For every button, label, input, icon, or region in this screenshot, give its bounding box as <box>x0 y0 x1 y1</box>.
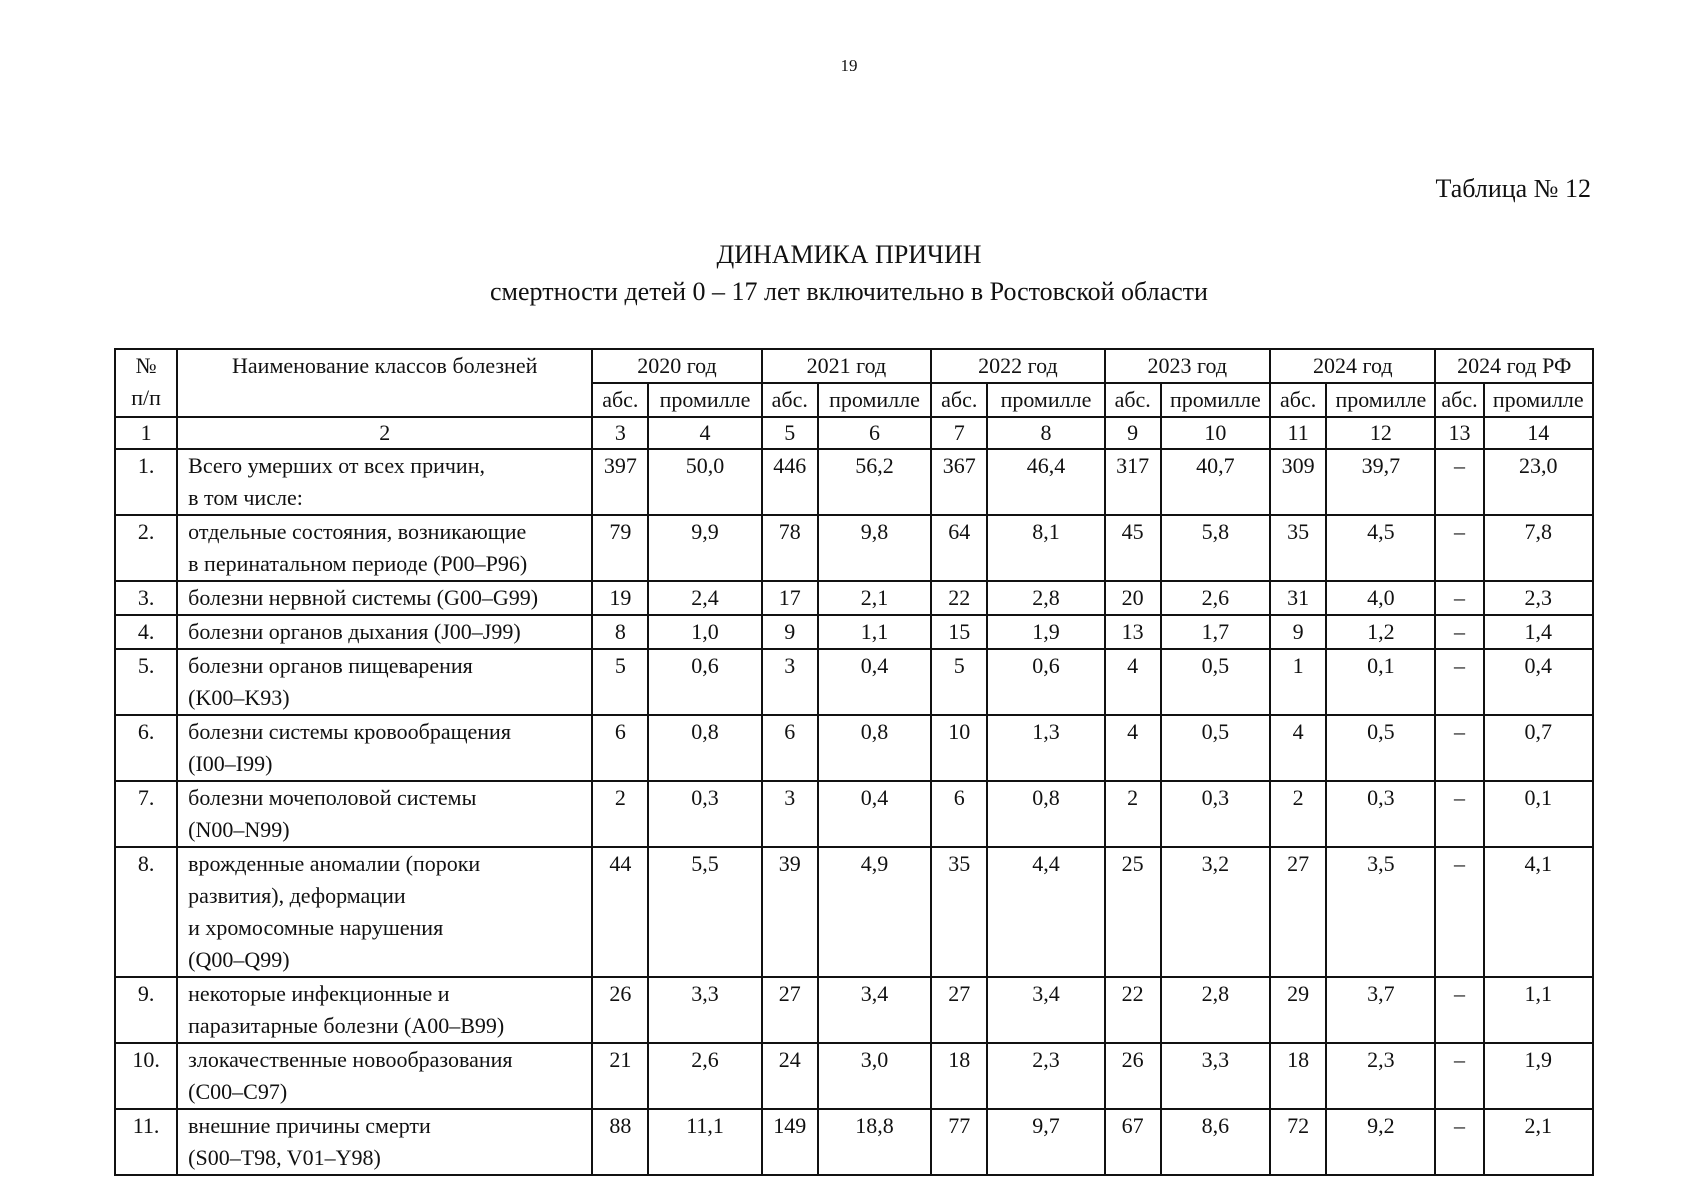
column-number: 14 <box>1484 417 1593 449</box>
row-number: 5. <box>115 649 177 715</box>
row-name <box>177 515 592 581</box>
abs-value: 22 <box>1105 977 1161 1043</box>
header-year: 2023 год <box>1105 349 1270 383</box>
promille-value: 2,1 <box>1484 1109 1593 1175</box>
promille-value: 50,0 <box>648 449 761 515</box>
abs-value: – <box>1435 847 1483 977</box>
header-promille: промилле <box>987 383 1104 417</box>
abs-value: – <box>1435 781 1483 847</box>
row-number: 10. <box>115 1043 177 1109</box>
row-name-line: отдельные состояния, возникающие <box>188 519 527 544</box>
promille-value: 2,8 <box>1161 977 1270 1043</box>
abs-value: 2 <box>1105 781 1161 847</box>
header-year: 2024 год РФ <box>1435 349 1593 383</box>
abs-value: 3 <box>762 781 818 847</box>
row-name-line: болезни нервной системы (G00–G99) <box>188 585 539 610</box>
promille-value: 8,1 <box>987 515 1104 581</box>
header-promille: промилле <box>1161 383 1270 417</box>
column-number: 6 <box>818 417 931 449</box>
abs-value: – <box>1435 649 1483 715</box>
abs-value: – <box>1435 1043 1483 1109</box>
promille-value: 1,4 <box>1484 615 1593 649</box>
row-name-line: врожденные аномалии (пороки <box>188 851 481 876</box>
row-number: 1. <box>115 449 177 515</box>
column-number: 3 <box>592 417 648 449</box>
row-name <box>177 977 592 1043</box>
abs-value: 5 <box>931 649 987 715</box>
promille-value: 56,2 <box>818 449 931 515</box>
row-name-line: (C00–C97) <box>188 1079 288 1104</box>
promille-value: 0,6 <box>987 649 1104 715</box>
promille-value: 18,8 <box>818 1109 931 1175</box>
abs-value: 26 <box>592 977 648 1043</box>
abs-value: 18 <box>931 1043 987 1109</box>
row-name-line: болезни органов пищеварения <box>188 653 473 678</box>
row-name-line: (S00–T98, V01–Y98) <box>188 1145 381 1170</box>
row-name-line: паразитарные болезни (A00–B99) <box>188 1013 505 1038</box>
header-promille: промилле <box>1326 383 1435 417</box>
abs-value: 367 <box>931 449 987 515</box>
promille-value: 23,0 <box>1484 449 1593 515</box>
header-abs: абс. <box>1270 383 1326 417</box>
row-number: 9. <box>115 977 177 1043</box>
header-num <box>115 349 177 417</box>
row-name-line: Всего умерших от всех причин, <box>188 453 485 478</box>
promille-value: 2,1 <box>818 581 931 615</box>
promille-value: 0,1 <box>1326 649 1435 715</box>
abs-value: 317 <box>1105 449 1161 515</box>
row-number: 11. <box>115 1109 177 1175</box>
promille-value: 2,3 <box>1326 1043 1435 1109</box>
abs-value: 21 <box>592 1043 648 1109</box>
abs-value: 309 <box>1270 449 1326 515</box>
row-name-line: в том числе: <box>188 485 303 510</box>
abs-value: 31 <box>1270 581 1326 615</box>
abs-value: 9 <box>1270 615 1326 649</box>
header-year: 2021 год <box>762 349 931 383</box>
promille-value: 0,8 <box>818 715 931 781</box>
column-number: 2 <box>177 417 592 449</box>
abs-value: 77 <box>931 1109 987 1175</box>
promille-value: 3,0 <box>818 1043 931 1109</box>
row-name <box>177 449 592 515</box>
promille-value: 8,6 <box>1161 1109 1270 1175</box>
header-num-line: № <box>135 353 157 378</box>
table-row <box>115 649 1593 715</box>
header-year: 2024 год <box>1270 349 1435 383</box>
abs-value: 6 <box>592 715 648 781</box>
row-name-line: внешние причины смерти <box>188 1113 431 1138</box>
abs-value: 9 <box>762 615 818 649</box>
abs-value: 27 <box>1270 847 1326 977</box>
abs-value: 18 <box>1270 1043 1326 1109</box>
column-number: 5 <box>762 417 818 449</box>
abs-value: 24 <box>762 1043 818 1109</box>
row-name-line: в перинатальном периоде (P00–P96) <box>188 551 528 576</box>
promille-value: 1,0 <box>648 615 761 649</box>
promille-value: 2,8 <box>987 581 1104 615</box>
abs-value: 6 <box>931 781 987 847</box>
promille-value: 4,9 <box>818 847 931 977</box>
promille-value: 9,8 <box>818 515 931 581</box>
table-row <box>115 1109 1593 1175</box>
column-number: 1 <box>115 417 177 449</box>
promille-value: 0,6 <box>648 649 761 715</box>
abs-value: 27 <box>931 977 987 1043</box>
row-name-line: (I00–I99) <box>188 751 273 776</box>
header-promille: промилле <box>1484 383 1593 417</box>
header-abs: абс. <box>592 383 648 417</box>
promille-value: 0,4 <box>818 649 931 715</box>
row-number: 2. <box>115 515 177 581</box>
promille-value: 9,2 <box>1326 1109 1435 1175</box>
column-number: 13 <box>1435 417 1483 449</box>
column-number: 8 <box>987 417 1104 449</box>
promille-value: 0,3 <box>1326 781 1435 847</box>
header-num-line: п/п <box>131 385 161 410</box>
abs-value: 10 <box>931 715 987 781</box>
promille-value: 3,2 <box>1161 847 1270 977</box>
page-number: 19 <box>840 56 858 75</box>
abs-value: 5 <box>592 649 648 715</box>
promille-value: 4,5 <box>1326 515 1435 581</box>
promille-value: 0,5 <box>1326 715 1435 781</box>
promille-value: 1,7 <box>1161 615 1270 649</box>
row-name <box>177 781 592 847</box>
row-name <box>177 847 592 977</box>
promille-value: 7,8 <box>1484 515 1593 581</box>
abs-value: 45 <box>1105 515 1161 581</box>
abs-value: 29 <box>1270 977 1326 1043</box>
abs-value: 4 <box>1270 715 1326 781</box>
table-row <box>115 1043 1593 1109</box>
abs-value: 67 <box>1105 1109 1161 1175</box>
abs-value: 15 <box>931 615 987 649</box>
promille-value: 5,5 <box>648 847 761 977</box>
abs-value: 3 <box>762 649 818 715</box>
promille-value: 0,3 <box>1161 781 1270 847</box>
row-number: 3. <box>115 581 177 615</box>
row-number: 8. <box>115 847 177 977</box>
table-subtitle: смертности детей 0 – 17 лет включительно в Ростовской области <box>490 277 1208 306</box>
promille-value: 2,4 <box>648 581 761 615</box>
promille-value: 3,4 <box>818 977 931 1043</box>
row-name <box>177 715 592 781</box>
column-number: 7 <box>931 417 987 449</box>
abs-value: 35 <box>931 847 987 977</box>
abs-value: 13 <box>1105 615 1161 649</box>
header-year: 2020 год <box>592 349 761 383</box>
promille-value: 2,3 <box>987 1043 1104 1109</box>
header-year: 2022 год <box>931 349 1104 383</box>
promille-value: 0,5 <box>1161 649 1270 715</box>
abs-value: 397 <box>592 449 648 515</box>
promille-value: 0,4 <box>818 781 931 847</box>
abs-value: 17 <box>762 581 818 615</box>
row-name <box>177 615 592 649</box>
row-name-line: болезни мочеполовой системы <box>188 785 477 810</box>
abs-value: – <box>1435 449 1483 515</box>
abs-value: 44 <box>592 847 648 977</box>
abs-value: 149 <box>762 1109 818 1175</box>
promille-value: 11,1 <box>648 1109 761 1175</box>
row-name-line: злокачественные новообразования <box>188 1047 513 1072</box>
row-name-line: (K00–K93) <box>188 685 290 710</box>
table-row <box>115 847 1593 977</box>
table-row <box>115 977 1593 1043</box>
header-abs: абс. <box>931 383 987 417</box>
row-number: 7. <box>115 781 177 847</box>
row-name-line: болезни органов дыхания (J00–J99) <box>188 619 521 644</box>
column-number: 4 <box>648 417 761 449</box>
abs-value: 2 <box>1270 781 1326 847</box>
promille-value: 0,3 <box>648 781 761 847</box>
promille-value: 3,7 <box>1326 977 1435 1043</box>
promille-value: 39,7 <box>1326 449 1435 515</box>
row-name <box>177 1043 592 1109</box>
promille-value: 3,3 <box>648 977 761 1043</box>
abs-value: 6 <box>762 715 818 781</box>
abs-value: 88 <box>592 1109 648 1175</box>
abs-value: 39 <box>762 847 818 977</box>
abs-value: 72 <box>1270 1109 1326 1175</box>
promille-value: 0,8 <box>648 715 761 781</box>
abs-value: – <box>1435 515 1483 581</box>
promille-value: 2,6 <box>1161 581 1270 615</box>
promille-value: 3,4 <box>987 977 1104 1043</box>
column-number: 11 <box>1270 417 1326 449</box>
table-row <box>115 715 1593 781</box>
header-abs: абс. <box>762 383 818 417</box>
header-name: Наименование классов болезней <box>177 349 592 417</box>
promille-value: 4,4 <box>987 847 1104 977</box>
row-name <box>177 649 592 715</box>
promille-value: 1,1 <box>1484 977 1593 1043</box>
promille-value: 1,9 <box>1484 1043 1593 1109</box>
header-abs: абс. <box>1435 383 1483 417</box>
abs-value: 4 <box>1105 715 1161 781</box>
row-name-line: (N00–N99) <box>188 817 290 842</box>
table-row <box>115 615 1593 649</box>
abs-value: – <box>1435 615 1483 649</box>
abs-value: 4 <box>1105 649 1161 715</box>
promille-value: 1,3 <box>987 715 1104 781</box>
table-number: Таблица № 12 <box>1435 174 1591 203</box>
abs-value: 2 <box>592 781 648 847</box>
promille-value: 3,3 <box>1161 1043 1270 1109</box>
promille-value: 0,5 <box>1161 715 1270 781</box>
abs-value: – <box>1435 715 1483 781</box>
abs-value: 22 <box>931 581 987 615</box>
abs-value: 79 <box>592 515 648 581</box>
row-name-line: болезни системы кровообращения <box>188 719 511 744</box>
row-name-line: (Q00–Q99) <box>188 947 290 972</box>
table-row <box>115 515 1593 581</box>
promille-value: 9,7 <box>987 1109 1104 1175</box>
promille-value: 9,9 <box>648 515 761 581</box>
header-promille: промилле <box>648 383 761 417</box>
promille-value: 4,1 <box>1484 847 1593 977</box>
abs-value: – <box>1435 1109 1483 1175</box>
row-name-line: развития), деформации <box>188 883 406 908</box>
row-name-line: некоторые инфекционные и <box>188 981 450 1006</box>
promille-value: 40,7 <box>1161 449 1270 515</box>
mortality-table <box>114 348 1594 1176</box>
table-title: ДИНАМИКА ПРИЧИН <box>716 240 982 269</box>
column-number: 12 <box>1326 417 1435 449</box>
promille-value: 0,8 <box>987 781 1104 847</box>
promille-value: 5,8 <box>1161 515 1270 581</box>
abs-value: – <box>1435 977 1483 1043</box>
promille-value: 3,5 <box>1326 847 1435 977</box>
promille-value: 0,1 <box>1484 781 1593 847</box>
promille-value: 0,7 <box>1484 715 1593 781</box>
promille-value: 1,2 <box>1326 615 1435 649</box>
row-number: 4. <box>115 615 177 649</box>
abs-value: 20 <box>1105 581 1161 615</box>
promille-value: 2,3 <box>1484 581 1593 615</box>
abs-value: 446 <box>762 449 818 515</box>
row-name <box>177 581 592 615</box>
promille-value: 1,1 <box>818 615 931 649</box>
abs-value: 64 <box>931 515 987 581</box>
abs-value: 35 <box>1270 515 1326 581</box>
table-row <box>115 781 1593 847</box>
header-abs: абс. <box>1105 383 1161 417</box>
abs-value: – <box>1435 581 1483 615</box>
table-row <box>115 449 1593 515</box>
abs-value: 1 <box>1270 649 1326 715</box>
abs-value: 26 <box>1105 1043 1161 1109</box>
table-row <box>115 581 1593 615</box>
abs-value: 78 <box>762 515 818 581</box>
column-number: 9 <box>1105 417 1161 449</box>
promille-value: 4,0 <box>1326 581 1435 615</box>
header-promille: промилле <box>818 383 931 417</box>
promille-value: 46,4 <box>987 449 1104 515</box>
row-number: 6. <box>115 715 177 781</box>
row-name-line: и хромосомные нарушения <box>188 915 444 940</box>
row-name <box>177 1109 592 1175</box>
promille-value: 0,4 <box>1484 649 1593 715</box>
abs-value: 25 <box>1105 847 1161 977</box>
promille-value: 1,9 <box>987 615 1104 649</box>
abs-value: 27 <box>762 977 818 1043</box>
promille-value: 2,6 <box>648 1043 761 1109</box>
abs-value: 8 <box>592 615 648 649</box>
abs-value: 19 <box>592 581 648 615</box>
column-number: 10 <box>1161 417 1270 449</box>
